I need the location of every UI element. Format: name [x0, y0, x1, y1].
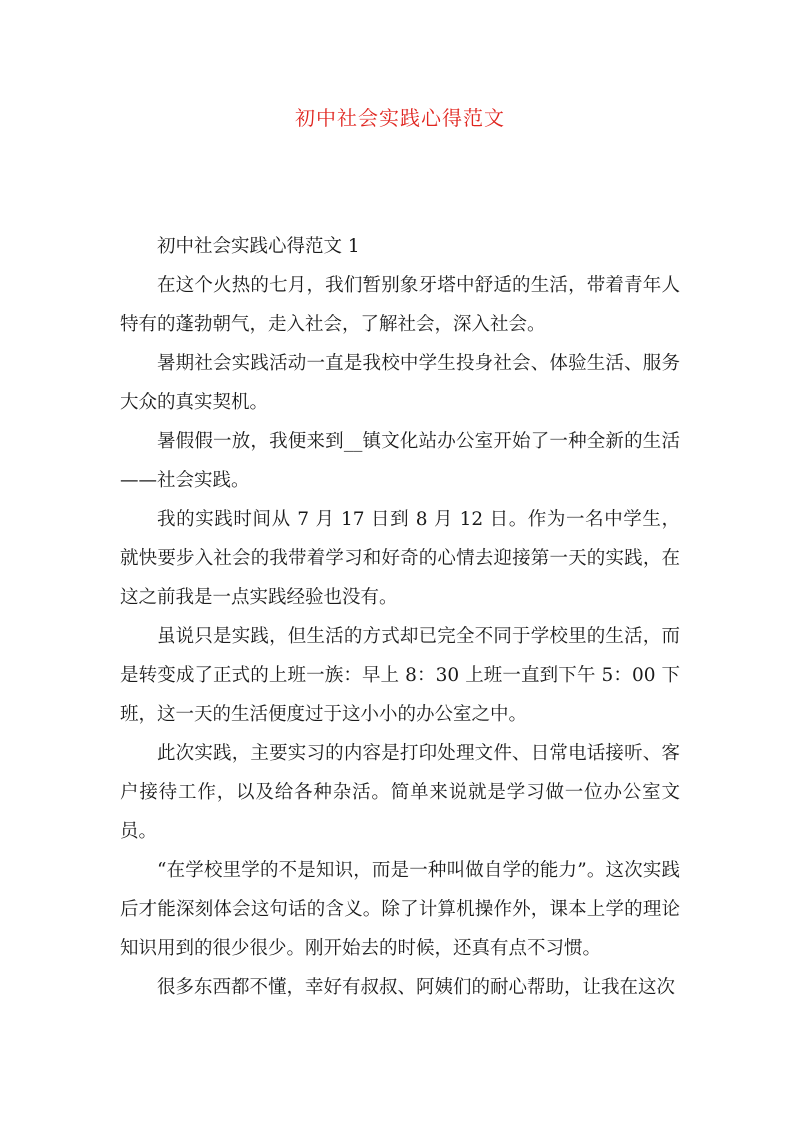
paragraph: 虽说只是实践，但生活的方式却已完全不同于学校里的生活，而是转变成了正式的上班一族：早上 8：30 上班一直到下午 5：00 下班，这一天的生活便度过于这小小的办公室之中。: [120, 626, 680, 725]
paragraph: 我的实践时间从 7 月 17 日到 8 月 12 日。作为一名中学生，就快要步入社会的我带着学习和好奇的心情去迎接第一天的实践，在这之前我是一点实践经验也没有。: [120, 509, 680, 608]
paragraph-heading: 初中社会实践心得范文 1: [157, 236, 360, 257]
paragraph: 在这个火热的七月，我们暂别象牙塔中舒适的生活，带着青年人特有的蓬勃朝气，走入社会，了解社会，深入社会。: [120, 275, 680, 335]
paragraph: “在学校里学的不是知识，而是一种叫做自学的能力”。这次实践后才能深刻体会这句话的含义。除了计算机操作外，课本上学的理论知识用到的很少很少。刚开始去的时候，还真有点不习惯。: [120, 860, 680, 959]
paragraph: 暑假假一放，我便来到__镇文化站办公室开始了一种全新的生活——社会实践。: [120, 431, 680, 491]
paragraph: 此次实践，主要实习的内容是打印处理文件、日常电话接听、客户接待工作，以及给各种杂活。简单来说就是学习做一位办公室文员。: [120, 743, 680, 842]
document-title: 初中社会实践心得范文: [295, 106, 505, 130]
document-body: [120, 227, 680, 1007]
paragraph: 暑期社会实践活动一直是我校中学生投身社会、体验生活、服务大众的真实契机。: [120, 353, 680, 413]
paragraph: 很多东西都不懂，幸好有叔叔、阿姨们的耐心帮助，让我在这次: [157, 977, 676, 998]
